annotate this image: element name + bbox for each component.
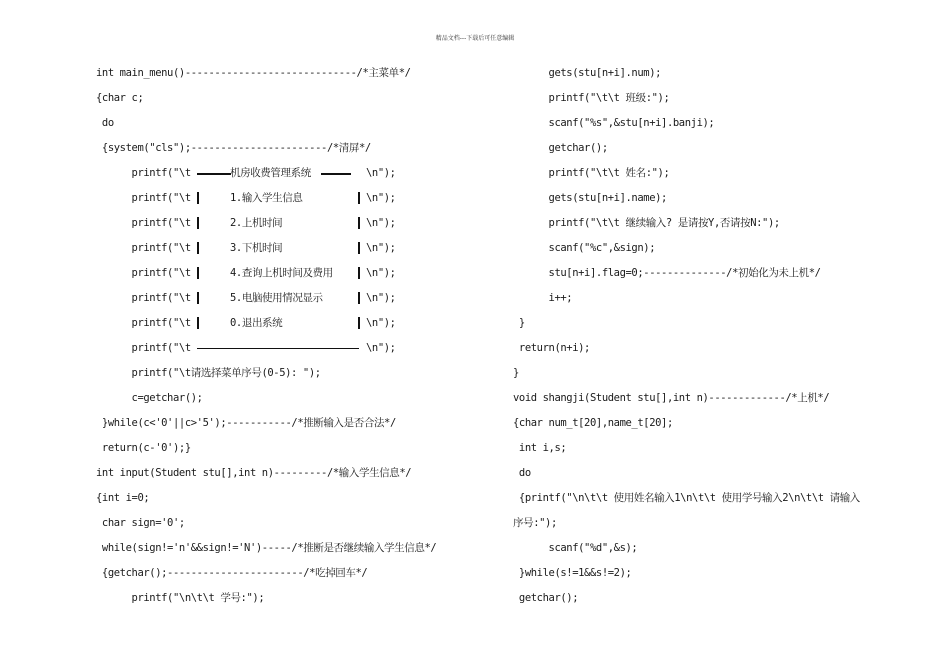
code-line: printf("\t — [96, 342, 191, 354]
menu-box-left-edge — [197, 317, 199, 329]
code-line: {getchar();-----------------------/*吃掉回车*/ — [96, 567, 368, 579]
code-line: }while(s!=1&&s!=2); — [513, 567, 632, 579]
code-line: printf("\t请选择菜单序号(0-5): "); — [96, 367, 321, 379]
code-line: }while(c<'0'||c>'5');-----------/*推断输入是否合法*/ — [96, 417, 396, 429]
menu-box-right-edge — [358, 192, 360, 204]
code-line: scanf("%c",&sign); — [513, 242, 656, 254]
menu-box-left-edge — [197, 192, 199, 204]
menu-box-left-edge — [197, 267, 199, 279]
menu-line-end: \n"); — [366, 242, 396, 254]
code-line: getchar(); — [513, 592, 579, 604]
code-line: int main_menu()-----------------------------/*主菜单*/ — [96, 67, 411, 79]
code-line: {char num_t[20],name_t[20]; — [513, 417, 673, 429]
menu-item: 1.输入学生信息 — [230, 192, 303, 204]
menu-box-right-edge — [358, 217, 360, 229]
code-line: while(sign!='n'&&sign!='N')-----/*推断是否继续输入学生信息*/ — [96, 542, 437, 554]
menu-item: 0.退出系统 — [230, 317, 283, 329]
code-line: printf("\t — [96, 167, 191, 179]
code-line: do — [96, 117, 114, 129]
code-line: gets(stu[n+i].num); — [513, 67, 662, 79]
menu-line-end: \n"); — [366, 292, 396, 304]
code-line: char sign='0'; — [96, 517, 185, 529]
code-line: scanf("%s",&stu[n+i].banji); — [513, 117, 715, 129]
menu-line-end: \n"); — [366, 317, 396, 329]
code-line: do — [513, 467, 531, 479]
menu-item: 2.上机时间 — [230, 217, 283, 229]
code-line: {system("cls");-----------------------/*清屏*/ — [96, 142, 371, 154]
code-line: void shangji(Student stu[],int n)-------------/*上机*/ — [513, 392, 830, 404]
code-line: scanf("%d",&s); — [513, 542, 638, 554]
code-line: c=getchar(); — [96, 392, 203, 404]
menu-line-end: \n"); — [366, 192, 396, 204]
code-line: {char c; — [96, 92, 144, 104]
page-header: 精品文档---下载后可任意编辑 — [435, 35, 515, 42]
menu-box-right-edge — [358, 292, 360, 304]
menu-box-top-right-rule — [321, 173, 351, 175]
menu-item: 4.查询上机时间及费用 — [230, 267, 333, 279]
code-line: printf("\t — [96, 317, 191, 329]
code-line: gets(stu[n+i].name); — [513, 192, 667, 204]
menu-line-end: \n"); — [366, 167, 396, 179]
code-line: } — [513, 367, 519, 379]
code-line: printf("\t — [96, 292, 191, 304]
code-line: printf("\t — [96, 267, 191, 279]
code-line: getchar(); — [513, 142, 608, 154]
code-line: printf("\t — [96, 192, 191, 204]
code-line: return(n+i); — [513, 342, 590, 354]
code-line: return(c-'0');} — [96, 442, 191, 454]
code-line: printf("\t — [96, 242, 191, 254]
code-line: printf("\t\t 姓名:"); — [513, 167, 670, 179]
code-line: int input(Student stu[],int n)---------/*输入学生信息*/ — [96, 467, 412, 479]
menu-title: 机房收费管理系统 — [230, 167, 311, 179]
code-line: printf("\t\t 班级:"); — [513, 92, 670, 104]
code-line: i++; — [513, 292, 573, 304]
code-line: stu[n+i].flag=0;--------------/*初始化为未上机*/ — [513, 267, 821, 279]
menu-item: 3.下机时间 — [230, 242, 283, 254]
menu-box-left-edge — [197, 217, 199, 229]
code-line: printf("\t — [96, 217, 191, 229]
menu-box-left-edge — [197, 242, 199, 254]
menu-box-left-edge — [197, 292, 199, 304]
menu-item: 5.电脑使用情况显示 — [230, 292, 323, 304]
code-line: } — [513, 317, 525, 329]
menu-box-right-edge — [358, 317, 360, 329]
code-line: 序号:"); — [513, 517, 557, 529]
code-line: {printf("\n\t\t 使用姓名输入1\n\t\t 使用学号输入2\n\t\t 请输入 — [513, 492, 860, 504]
menu-line-end: \n"); — [366, 217, 396, 229]
code-line: printf("\n\t\t 学号:"); — [96, 592, 265, 604]
menu-line-end: \n"); — [366, 267, 396, 279]
menu-box-top-left-rule — [197, 173, 231, 175]
menu-line-end: \n"); — [366, 342, 396, 354]
menu-box-right-edge — [358, 242, 360, 254]
menu-box-right-edge — [358, 267, 360, 279]
menu-box-bottom-rule — [197, 348, 359, 349]
code-line: {int i=0; — [96, 492, 150, 504]
code-line: int i,s; — [513, 442, 567, 454]
code-line: printf("\t\t 继续输入? 是请按Y,否请按N:"); — [513, 217, 780, 229]
